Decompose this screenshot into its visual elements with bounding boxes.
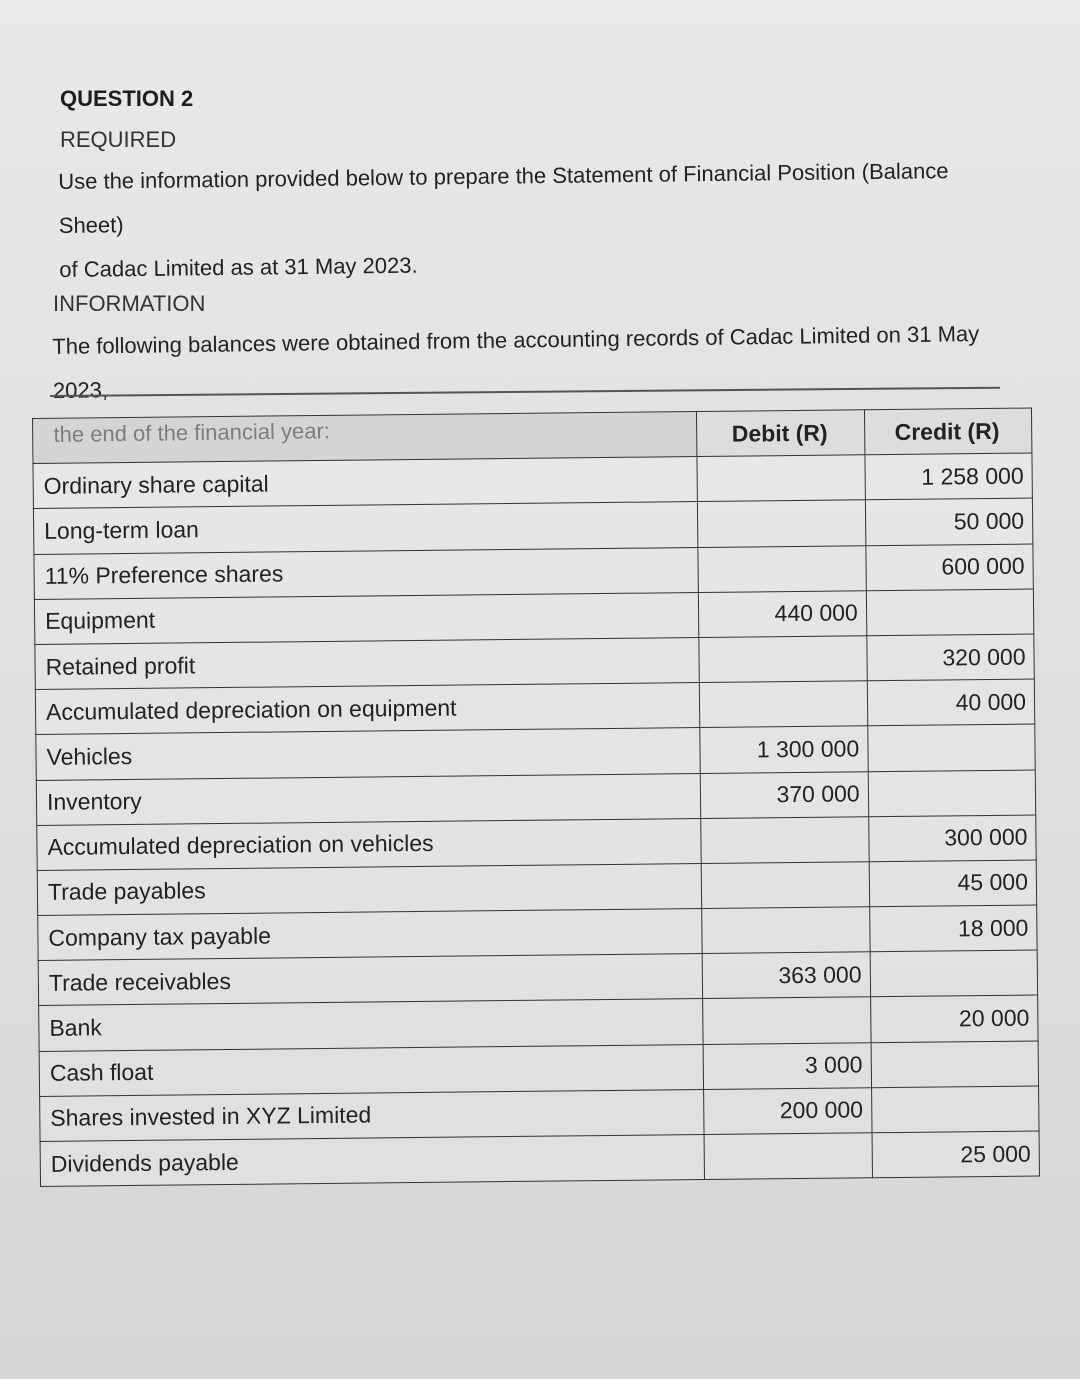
instruction-line-1: Use the information provided below to prepare the Statement of Financial Position (Balance Sheet)	[58, 158, 949, 238]
credit-value	[867, 724, 1035, 771]
credit-value	[866, 589, 1034, 636]
credit-value: 25 000	[872, 1131, 1040, 1178]
credit-value: 45 000	[869, 860, 1037, 907]
credit-value	[871, 1041, 1039, 1088]
account-name: Accumulated depreciation on equipment	[35, 683, 700, 735]
information-title: INFORMATION	[53, 291, 206, 316]
required-label: REQUIRED	[60, 127, 177, 152]
credit-value: 18 000	[869, 905, 1037, 952]
debit-value	[702, 862, 870, 909]
debit-value	[698, 500, 866, 547]
debit-value: 370 000	[701, 771, 869, 818]
debit-value	[703, 997, 871, 1044]
debit-value	[698, 545, 866, 592]
debit-value	[700, 681, 868, 728]
account-name: Retained profit	[35, 637, 700, 689]
account-name: Company tax payable	[38, 909, 703, 961]
debit-value: 440 000	[699, 591, 867, 638]
debit-value	[704, 1133, 872, 1180]
credit-value: 20 000	[870, 995, 1038, 1042]
debit-value: 200 000	[704, 1088, 872, 1135]
credit-value	[871, 1086, 1039, 1133]
account-name: 11% Preference shares	[34, 547, 699, 599]
debit-value	[701, 816, 869, 863]
credit-value: 50 000	[865, 498, 1033, 545]
debit-value	[697, 455, 865, 502]
header-credit: Credit (R)	[864, 408, 1032, 455]
account-name: Dividends payable	[40, 1134, 705, 1186]
debit-value: 363 000	[702, 952, 870, 999]
credit-value: 300 000	[868, 815, 1036, 862]
information-line-1: The following balances were obtained from the accounting records of Cadac Limited on 31 May 2023,	[52, 321, 980, 403]
account-name: Bank	[39, 999, 704, 1051]
instruction-line-2: of Cadac Limited as at 31 May 2023.	[59, 252, 418, 282]
debit-value: 3 000	[703, 1042, 871, 1089]
credit-value: 1 258 000	[865, 453, 1033, 500]
credit-value	[868, 770, 1036, 817]
account-name: Vehicles	[36, 728, 701, 780]
account-name: Cash float	[39, 1044, 704, 1096]
balances-table	[32, 408, 1040, 1188]
debit-value	[702, 907, 870, 954]
account-name: Accumulated depreciation on vehicles	[37, 818, 702, 870]
account-name: Trade receivables	[38, 954, 703, 1006]
instruction-text	[58, 149, 990, 292]
account-name: Shares invested in XYZ Limited	[40, 1089, 705, 1141]
account-name: Long-term loan	[33, 502, 698, 554]
account-name: Inventory	[36, 773, 701, 825]
debit-value	[699, 636, 867, 683]
credit-value	[870, 950, 1038, 997]
credit-value: 40 000	[867, 679, 1035, 726]
question-title: QUESTION 2	[60, 86, 194, 111]
credit-value: 320 000	[866, 634, 1034, 681]
balances-table-wrapper	[32, 408, 1040, 1188]
account-name: Ordinary share capital	[33, 457, 698, 509]
table-row	[40, 1131, 1039, 1187]
header-account	[33, 412, 698, 464]
credit-value: 600 000	[866, 544, 1034, 591]
account-name: Trade payables	[37, 863, 702, 915]
header-debit: Debit (R)	[697, 410, 865, 457]
debit-value: 1 300 000	[700, 726, 868, 773]
account-name: Equipment	[34, 592, 699, 644]
